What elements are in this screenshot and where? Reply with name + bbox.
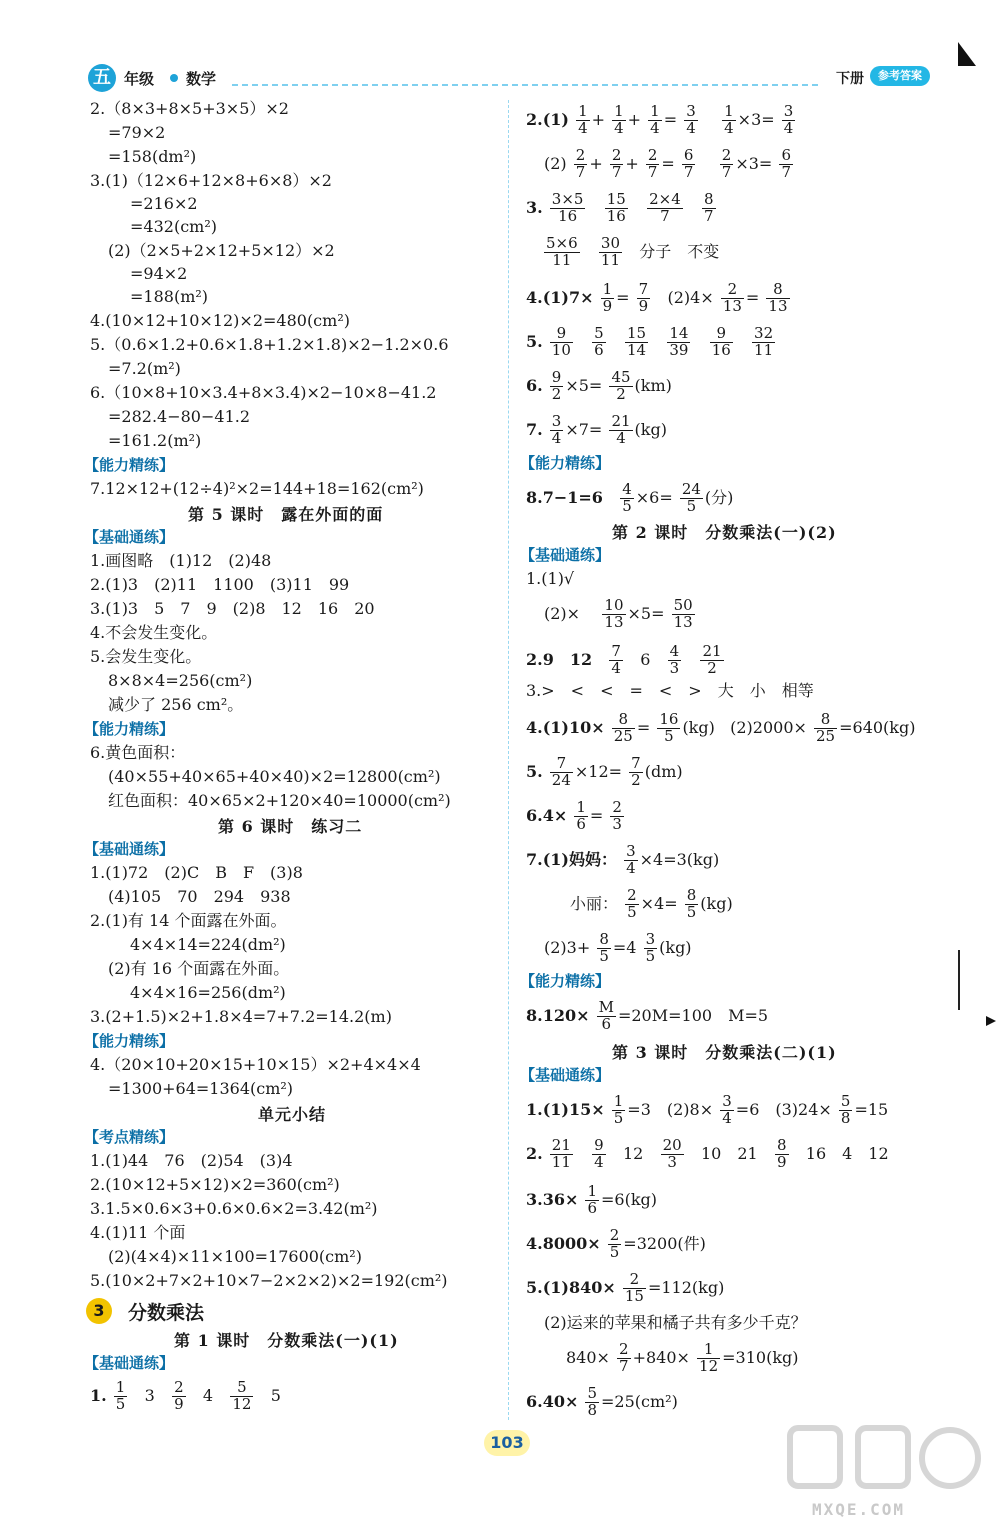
- text-line: 7.12×12+(12÷4)²×2=144+18=162(cm²): [90, 479, 424, 498]
- math-line: 2. $\frac{21}{11}$ $\frac{9}{4}$ 12 $\frac{20}{3}$ 10 21 $\frac{8}{9}$ 16 4 12: [526, 1136, 889, 1171]
- text-line: 3.(2+1.5)×2+1.8×4=7+7.2=14.2(m): [90, 1007, 392, 1026]
- math-line: 6. $\frac{9}{2}$ ×5= $\frac{45}{2}$ (km): [526, 368, 672, 403]
- text-line: 4×4×16=256(dm²): [130, 983, 286, 1002]
- subject-label: 数学: [186, 70, 217, 88]
- text-line: 1.(1)72 (2)C B F (3)8: [90, 863, 303, 882]
- section-tag: 【基础通练】: [520, 546, 611, 564]
- text-line: =158(dm²): [108, 147, 197, 166]
- text-line: =188(m²): [130, 287, 209, 306]
- text-line: 8×8×4=256(cm²): [108, 671, 253, 690]
- text-line: (4)105 70 294 938: [108, 887, 291, 906]
- lesson-title: 第 3 课时 分数乘法(二)(1): [612, 1043, 837, 1062]
- fraction: $\frac{2}{9}$: [174, 1378, 184, 1413]
- text-line: =1300+64=1364(cm²): [108, 1079, 294, 1098]
- section-tag: 【能力精练】: [84, 720, 175, 738]
- text-line: 1.(1)√: [526, 569, 575, 588]
- section-tag: 【基础通练】: [84, 1354, 175, 1372]
- text-line: (2)有 16 个面露在外面。: [108, 959, 290, 978]
- header-dot-icon: [170, 74, 178, 82]
- math-line: 7. $\frac{3}{4}$ ×7= $\frac{21}{4}$ (kg): [526, 412, 667, 447]
- section-tag: 【考点精练】: [84, 1128, 175, 1146]
- text-line: =282.4−80−41.2: [108, 407, 251, 426]
- chapter-title: 分数乘法: [128, 1302, 205, 1324]
- text-line: (2)(4×4)×11×100=17600(cm²): [108, 1247, 362, 1266]
- math-line: 3.36× $\frac{1}{6}$ =6(kg): [526, 1182, 658, 1217]
- section-tag: 【能力精练】: [520, 454, 611, 472]
- math-line: 5. $\frac{7}{24}$ ×12= $\frac{7}{2}$ (dm): [526, 754, 683, 789]
- math-line: 6.4× $\frac{1}{6}$ = $\frac{2}{3}$: [526, 798, 622, 833]
- math-line: 4.(1)10× $\frac{8}{25}$ = $\frac{16}{5}$ (kg) (2)2000× $\frac{8}{25}$ =640(kg): [526, 710, 916, 745]
- text-line: =432(cm²): [130, 217, 217, 236]
- text-line: =94×2: [130, 264, 188, 283]
- math-line: 6.40× $\frac{5}{8}$ =25(cm²): [526, 1384, 678, 1419]
- math-line: 1.(1)15× $\frac{1}{5}$ =3 (2)8× $\frac{3}{4}$ =6 (3)24× $\frac{5}{8}$ =15: [526, 1092, 889, 1127]
- arrow-right-icon: [986, 1016, 996, 1026]
- answer-tag: 参考答案: [870, 66, 930, 86]
- math-line: (2)× $\frac{10}{13}$ ×5= $\frac{50}{13}$: [544, 596, 693, 631]
- section-tag: 【基础通练】: [84, 840, 175, 858]
- text-line: 3.1.5×0.6×3+0.6×0.6×2=3.42(m²): [90, 1199, 378, 1218]
- column-divider: [508, 100, 509, 1420]
- header-divider: [232, 84, 818, 86]
- section-tag: 【基础通练】: [84, 528, 175, 546]
- math-line: 3. $\frac{3\times 5}{16}$ $\frac{15}{16}$ $\frac{2\times 4}{7}$ $\frac{8}{7}$: [526, 190, 714, 225]
- grade-badge: 五: [88, 64, 116, 92]
- text-line: =216×2: [130, 194, 198, 213]
- fraction: $\frac{5}{12}$: [232, 1378, 252, 1413]
- math-line: 2.(1) $\frac{1}{4}$ + $\frac{1}{4}$ + $\frac{1}{4}$ = $\frac{3}{4}$ $\frac{1}{4}$ ×3= $\frac{3}{4}$: [526, 102, 794, 137]
- math-line: 8.120× $\frac{M}{6}$ =20M=100 M=5: [526, 998, 769, 1033]
- math-line: 840× $\frac{2}{7}$ +840× $\frac{1}{12}$ =310(kg): [566, 1340, 799, 1375]
- page-number: 103: [484, 1430, 530, 1456]
- fraction: $\frac{1}{5}$: [115, 1378, 126, 1413]
- section-tag: 【能力精练】: [84, 456, 175, 474]
- text-line: 4.(1)11 个面: [90, 1223, 186, 1242]
- text-line: 3.(1)3 5 7 9 (2)8 12 16 20: [90, 599, 375, 618]
- text-line: 6.（10×8+10×3.4+8×3.4)×2−10×8−41.2: [90, 383, 437, 402]
- text-line: 2.(1)有 14 个面露在外面。: [90, 911, 287, 930]
- math-line: (2) $\frac{2}{7}$ + $\frac{2}{7}$ + $\frac{2}{7}$ = $\frac{6}{7}$ $\frac{2}{7}$ ×3= $\frac{6}{7}$: [544, 146, 791, 181]
- lesson-title: 第 6 课时 练习二: [218, 817, 363, 836]
- math-line: 8.7−1=6 $\frac{4}{5}$ ×6= $\frac{24}{5}$ (分): [526, 480, 734, 515]
- chapter-badge: 3: [86, 1298, 112, 1324]
- margin-bar: [958, 950, 960, 1010]
- lesson-title: 第 2 课时 分数乘法(一)(2): [612, 523, 837, 542]
- lesson-title: 第 5 课时 露在外面的面: [188, 505, 384, 524]
- lesson-title: 第 1 课时 分数乘法(一)(1): [174, 1331, 399, 1350]
- text-line: 3.(1)（12×6+12×8+6×8）×2: [90, 171, 332, 190]
- text-line: =79×2: [108, 123, 166, 142]
- math-line: 7.(1)妈妈： $\frac{3}{4}$ ×4=3(kg): [526, 842, 720, 877]
- section-tag: 【能力精练】: [520, 972, 611, 990]
- text-line: 2.（8×3+8×5+3×5）×2: [90, 99, 289, 118]
- math-line: 4.8000× $\frac{2}{5}$ =3200(件): [526, 1226, 706, 1261]
- text-line: 2.(10×12+5×12)×2=360(cm²): [90, 1175, 340, 1194]
- text-line: 6.黄色面积：: [90, 743, 186, 762]
- grade-label: 年级: [124, 70, 155, 88]
- text-line: 4.不会发生变化。: [90, 623, 218, 642]
- text-line: 1.画图略 (1)12 (2)48: [90, 551, 272, 570]
- section-tag: 【基础通练】: [520, 1066, 611, 1084]
- math-line: $\frac{5\times 6}{11}$ $\frac{30}{11}$ 分子 不变: [546, 234, 720, 269]
- math-line: 1. $\frac{1}{5}$ 3 $\frac{2}{9}$ 4 $\frac{5}{12}$ 5: [90, 1378, 281, 1413]
- text-line: 4.（20×10+20×15+10×15）×2+4×4×4: [90, 1055, 421, 1074]
- text-line: 4×4×14=224(dm²): [130, 935, 286, 954]
- section-tag: 【能力精练】: [84, 1032, 175, 1050]
- text-line: 5.（0.6×1.2+0.6×1.8+1.2×1.8)×2−1.2×0.6: [90, 335, 449, 354]
- math-line: 5.(1)840× $\frac{2}{15}$ =112(kg): [526, 1270, 725, 1305]
- text-line: =7.2(m²): [108, 359, 181, 378]
- corner-triangle-icon: [958, 42, 976, 66]
- text-line: 红色面积：40×65×2+120×40=10000(cm²): [108, 791, 451, 810]
- math-line: (2)3+ $\frac{8}{5}$ =4 $\frac{3}{5}$ (kg): [544, 930, 692, 965]
- watermark-text: MXQE.COM: [812, 1500, 906, 1519]
- text-line: 5.(10×2+7×2+10×7−2×2×2)×2=192(cm²): [90, 1271, 448, 1290]
- lesson-title: 单元小结: [258, 1105, 327, 1124]
- text-line: 1.(1)44 76 (2)54 (3)4: [90, 1151, 293, 1170]
- text-line: (2)（2×5+2×12+5×12）×2: [108, 241, 335, 260]
- math-line: 5. $\frac{9}{10}$ $\frac{5}{6}$ $\frac{15}{14}$ $\frac{14}{39}$ $\frac{9}{16}$ $\frac{32}{11}$: [526, 324, 774, 359]
- text-line: 2.(1)3 (2)11 1100 (3)11 99: [90, 575, 350, 594]
- text-line: (2)运来的苹果和橘子共有多少千克？: [544, 1313, 807, 1332]
- math-line: 小丽： $\frac{2}{5}$ ×4= $\frac{8}{5}$ (kg): [570, 886, 733, 921]
- math-line: 4.(1)7× $\frac{1}{9}$ = $\frac{7}{9}$ (2)4× $\frac{2}{13}$ = $\frac{8}{13}$: [526, 280, 788, 315]
- math-line: 2.9 12 $\frac{7}{4}$ 6 $\frac{4}{3}$ $\frac{21}{2}$: [526, 642, 722, 677]
- text-line: 4.(10×12+10×12)×2=480(cm²): [90, 311, 350, 330]
- text-line: =161.2(m²): [108, 431, 202, 450]
- text-line: 3.> < < = < > 大 小 相等: [526, 681, 814, 700]
- text-line: 减少了 256 cm²。: [108, 695, 244, 714]
- text-line: 5.会发生变化。: [90, 647, 202, 666]
- volume-label: 下册: [836, 71, 864, 87]
- text-line: (40×55+40×65+40×40)×2=12800(cm²): [108, 767, 441, 786]
